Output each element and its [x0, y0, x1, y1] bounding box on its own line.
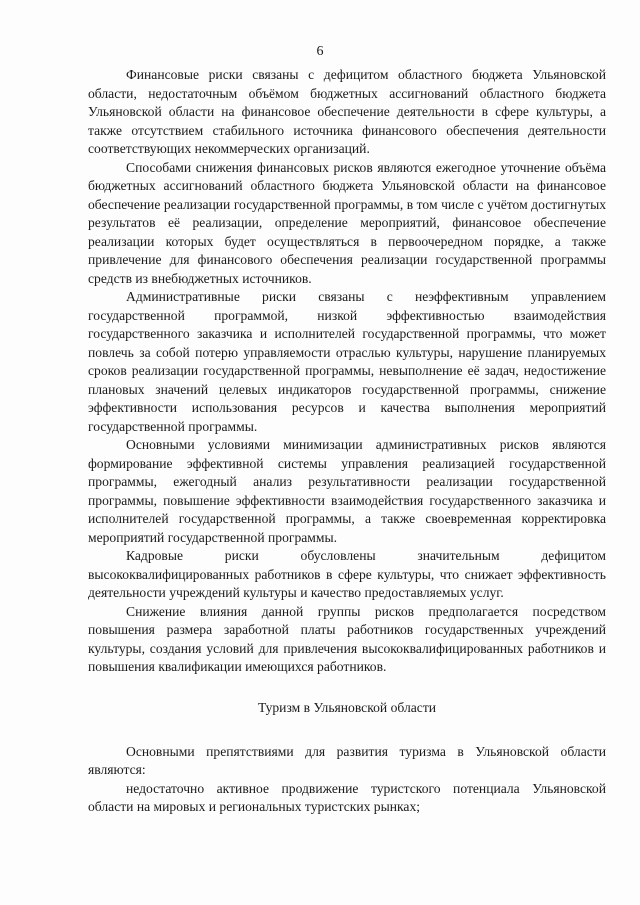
paragraph-tourism-obstacles-intro: Основными препятствиями для развития туризма в Ульяновской области являются:: [88, 743, 606, 777]
paragraph-administrative-risks: Административные риски связаны с неэффективным управлением государственной программой, низкой эффективностью взаимодействия государственного заказчика и исполнителей государственной программы, что может повлечь за собой потерю управляемости отраслью культуры, нарушение планируемых сроков реализации государственной программы, невыполнение её задач, недостижение плановых значений целевых индикаторов государственной программы, снижение эффективности использования ресурсов и качества выполнения мероприятий государственной программы.: [88, 289, 606, 434]
paragraph-financial-risk-mitigation: Способами снижения финансовых рисков являются ежегодное уточнение объёма бюджетных ассигнований областного бюджета Ульяновской области на финансовое обеспечение реализации государственной программы, в том числе с учётом достигнутых результатов её реализации, определение мероприятий, финансовое обеспечение реализации которых будет осуществляться в первоочередном порядке, а также привлечение для финансового обеспечения реализации государственной программы средств из внебюджетных источников.: [88, 159, 606, 286]
paragraph-tourism-obstacle-promotion: недостаточно активное продвижение туристского потенциала Ульяновской области на мировых и региональных туристских рынках;: [88, 780, 606, 814]
paragraph-staffing-risks: Кадровые риски обусловлены значительным дефицитом высококвалифицированных работников в сфере культуры, что снижает эффективность деятельности учреждений культуры и качество предоставляемых услуг.: [88, 548, 606, 600]
section-title-tourism: Туризм в Ульяновской области: [257, 699, 437, 715]
paragraph-administrative-risk-mitigation: Основными условиями минимизации административных рисков являются формирование эффективной системы управления реализацией государственной программы, ежегодный анализ результативности реализации государственной программы, повышение эффективности взаимодействия государственного заказчика и исполнителей государственной программы, а также своевременная корректировка мероприятий государственной программы.: [88, 437, 606, 545]
page-number: 6: [316, 44, 324, 59]
paragraph-financial-risks: Финансовые риски связаны с дефицитом областного бюджета Ульяновской области, недостаточным объёмом бюджетных ассигнований областного бюджета Ульяновской области на финансовое обеспечение деятельности в сфере культуры, а также отсутствием стабильного источника финансового обеспечения деятельности соответствующих некоммерческих организаций.: [88, 67, 606, 156]
document-body: [88, 66, 606, 817]
paragraph-staffing-risk-mitigation: Снижение влияния данной группы рисков предполагается посредством повышения размера заработной платы работников государственных учреждений культуры, создания условий для привлечения высококвалифицированных работников и повышения квалификации имеющихся работников.: [88, 603, 606, 674]
